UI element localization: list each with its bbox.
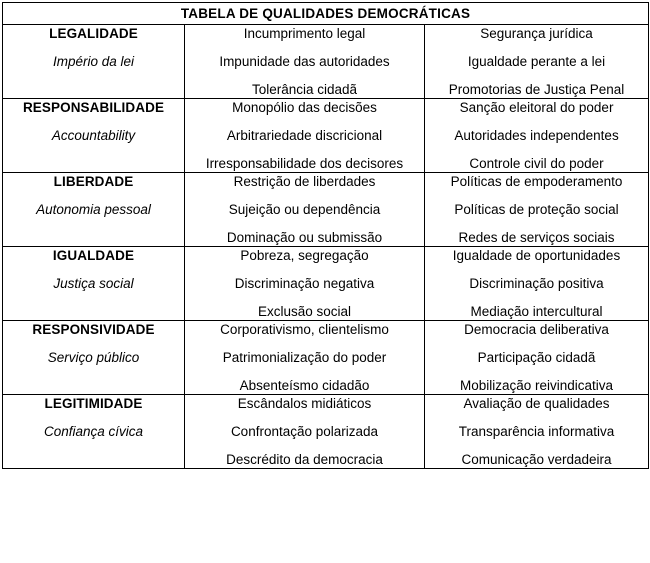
dimension-name: IGUALDADE	[52, 248, 135, 263]
table-title-row	[3, 3, 649, 25]
deficits-cell	[185, 25, 425, 99]
qualities-table-container	[2, 2, 648, 469]
deficit-item: Pobreza, segregação	[240, 248, 369, 263]
dimension-cell	[3, 247, 185, 321]
dimension-name: LEGALIDADE	[49, 26, 138, 41]
table-row	[3, 247, 649, 321]
deficit-item: Discriminação negativa	[234, 276, 375, 291]
table-row	[3, 395, 649, 469]
quality-item: Promotorias de Justiça Penal	[448, 82, 625, 97]
deficit-item: Incumprimento legal	[243, 26, 366, 41]
quality-item: Comunicação verdadeira	[461, 452, 612, 467]
dimension-name: RESPONSABILIDADE	[22, 100, 165, 115]
deficit-item: Absenteísmo cidadão	[239, 378, 370, 393]
dimension-cell	[3, 25, 185, 99]
dimension-cell	[3, 173, 185, 247]
deficit-item: Dominação ou submissão	[226, 230, 383, 245]
table-row	[3, 173, 649, 247]
table-row	[3, 99, 649, 173]
deficit-item: Corporativismo, clientelismo	[220, 322, 389, 337]
deficit-item: Restrição de liberdades	[233, 174, 376, 189]
qualities-cell	[425, 99, 649, 173]
quality-item: Políticas de empoderamento	[450, 174, 623, 189]
quality-item: Políticas de proteção social	[454, 202, 619, 217]
deficit-item: Patrimonialização do poder	[222, 350, 387, 365]
democratic-qualities-table	[2, 2, 649, 469]
deficit-item: Descrédito da democracia	[226, 452, 383, 467]
dimension-name: RESPONSIVIDADE	[32, 322, 155, 337]
deficits-cell	[185, 321, 425, 395]
qualities-cell	[425, 395, 649, 469]
quality-item: Participação cidadã	[477, 350, 596, 365]
deficit-item: Arbitrariedade discricional	[226, 128, 383, 143]
dimension-name: LEGITIMIDADE	[44, 396, 143, 411]
dimension-cell	[3, 395, 185, 469]
qualities-cell	[425, 173, 649, 247]
dimension-subtitle: Autonomia pessoal	[36, 202, 151, 217]
deficit-item: Monopólio das decisões	[232, 100, 377, 115]
quality-item: Igualdade perante a lei	[467, 54, 606, 69]
quality-item: Sanção eleitoral do poder	[459, 100, 614, 115]
dimension-name: LIBERDADE	[53, 174, 134, 189]
dimension-subtitle: Accountability	[51, 128, 136, 143]
quality-item: Transparência informativa	[458, 424, 615, 439]
table-title-cell	[3, 3, 649, 25]
qualities-cell	[425, 25, 649, 99]
deficits-cell	[185, 247, 425, 321]
deficit-item: Tolerância cidadã	[251, 82, 358, 97]
dimension-subtitle: Império da lei	[52, 54, 135, 69]
quality-item: Redes de serviços sociais	[458, 230, 615, 245]
table-body	[3, 3, 649, 469]
deficit-item: Impunidade das autoridades	[219, 54, 390, 69]
table-row	[3, 25, 649, 99]
quality-item: Controle civil do poder	[469, 156, 604, 171]
dimension-subtitle: Justiça social	[53, 276, 134, 291]
deficit-item: Sujeição ou dependência	[228, 202, 381, 217]
quality-item: Democracia deliberativa	[464, 322, 609, 337]
quality-item: Mobilização reivindicativa	[459, 378, 614, 393]
quality-item: Igualdade de oportunidades	[452, 248, 621, 263]
deficits-cell	[185, 395, 425, 469]
dimension-subtitle: Confiança cívica	[43, 424, 144, 439]
quality-item: Avaliação de qualidades	[463, 396, 610, 411]
quality-item: Segurança jurídica	[480, 26, 593, 41]
quality-item: Discriminação positiva	[469, 276, 604, 291]
qualities-cell	[425, 247, 649, 321]
deficit-item: Irresponsabilidade dos decisores	[205, 156, 404, 171]
quality-item: Autoridades independentes	[454, 128, 619, 143]
table-row	[3, 321, 649, 395]
deficit-item: Exclusão social	[257, 304, 352, 319]
page-title: TABELA DE QUALIDADES DEMOCRÁTICAS	[180, 5, 471, 21]
deficit-item: Escândalos midiáticos	[237, 396, 372, 411]
quality-item: Mediação intercultural	[470, 304, 603, 319]
deficits-cell	[185, 99, 425, 173]
qualities-cell	[425, 321, 649, 395]
dimension-cell	[3, 321, 185, 395]
dimension-cell	[3, 99, 185, 173]
deficits-cell	[185, 173, 425, 247]
deficit-item: Confrontação polarizada	[230, 424, 379, 439]
dimension-subtitle: Serviço público	[47, 350, 140, 365]
